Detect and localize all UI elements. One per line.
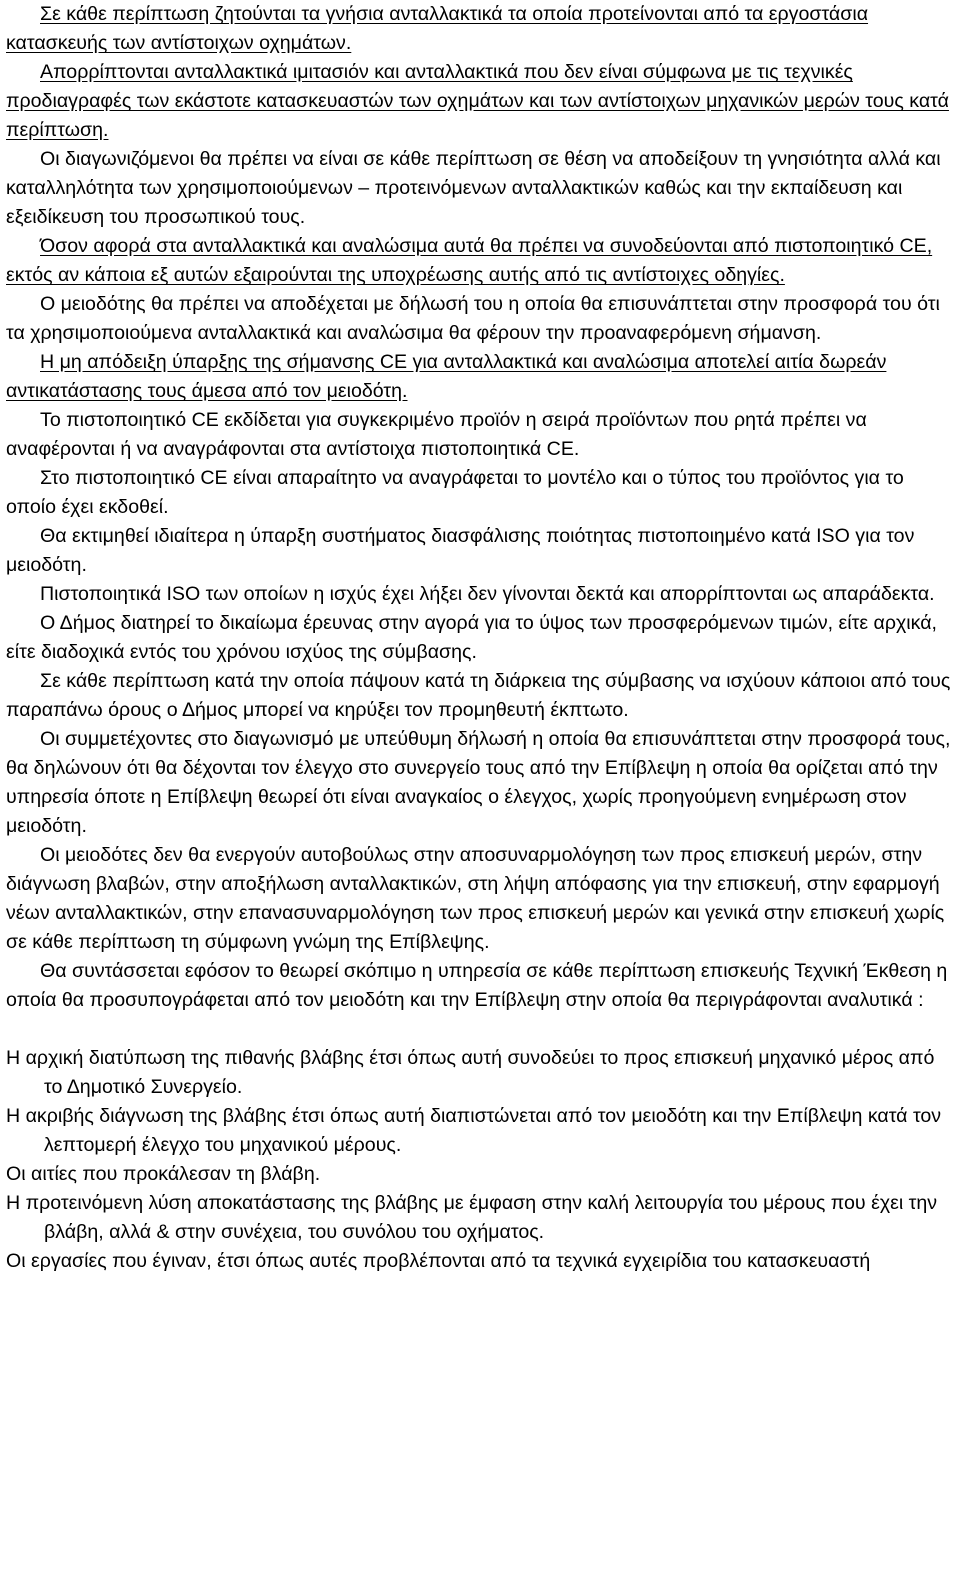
paragraph-imitation-rejected: Απορρίπτονται ανταλλακτικά ιμιτασιόν και ανταλλακτικά που δεν είναι σύμφωνα με τις τεχνικές προδιαγραφές των εκάστοτε κατασκευαστών των οχημάτων και των αντίστοιχων μηχανικών μερών τους κατά περίπτωση.	[6, 61, 949, 141]
paragraph-ce-replacement: Η μη απόδειξη ύπαρξης της σήμανσης CE για ανταλλακτικά και αναλώσιμα αποτελεί αιτία δωρεάν αντικατάστασης τους άμεσα από τον μειοδότη.	[6, 351, 887, 402]
paragraph-market-research: Ο Δήμος διατηρεί το δικαίωμα έρευνας στην αγορά για το ύψος των προσφερόμενων τιμών, είτε αρχικά, είτε διαδοχικά εντός του χρόνου ισχύος της σύμβασης.	[6, 612, 937, 663]
paragraph-iso-expired: Πιστοποιητικά ISO των οποίων η ισχύς έχει λήξει δεν γίνονται δεκτά και απορρίπτονται ως απαράδεκτα.	[40, 583, 935, 605]
paragraph-authenticity-proof: Οι διαγωνιζόμενοι θα πρέπει να είναι σε κάθε περίπτωση σε θέση να αποδείξουν τη γνησιότητα αλλά και καταλληλότητα των χρησιμοποιούμενων – προτεινόμενων ανταλλακτικών καθώς και την εκπαίδευση και εξειδίκευση του προσωπικού τους.	[6, 148, 941, 228]
paragraph-iso-quality: Θα εκτιμηθεί ιδιαίτερα η ύπαρξη συστήματος διασφάλισης ποιότητας πιστοποιημένο κατά ISO για τον μειοδότη.	[6, 525, 915, 576]
paragraph-ce-certificate: Όσον αφορά στα ανταλλακτικά και αναλώσιμα αυτά θα πρέπει να συνοδεύονται από πιστοποιητικό CE, εκτός αν κάποια εξ αυτών εξαιρούνται της υποχρέωσης αυτής από τις αντίστοιχες οδηγίες.	[6, 235, 933, 286]
paragraph-no-unilateral-action: Οι μειοδότες δεν θα ενεργούν αυτοβούλως στην αποσυναρμολόγηση των προς επισκευή μερών, στην διάγνωση βλαβών, στην αποξήλωση ανταλλακτικών, στη λήψη απόφασης για την επισκευή, στην εφαρμογή νέων ανταλλακτικών, στην επανασυναρμολόγηση των προς επισκευή μερών και γενικά στην επισκευή χωρίς σε κάθε περίπτωση τη σύμφωνη γνώμη της Επίβλεψης.	[6, 844, 945, 953]
paragraph-genuine-parts: Σε κάθε περίπτωση ζητούνται τα γνήσια ανταλλακτικά τα οποία προτείνονται από τα εργοστάσια κατασκευής των αντίστοιχων οχημάτων.	[6, 3, 869, 54]
paragraph-ce-model: Στο πιστοποιητικό CE είναι απαραίτητο να αναγράφεται το μοντέλο και ο τύπος του προϊόντος για το οποίο έχει εκδοθεί.	[6, 467, 904, 518]
paragraph-forfeiture: Σε κάθε περίπτωση κατά την οποία πάψουν κατά τη διάρκεια της σύμβασης να ισχύουν κάποιοι από τους παραπάνω όρους ο Δήμος μπορεί να κηρύξει τον προμηθευτή έκπτωτο.	[6, 670, 951, 721]
list-item: Οι εργασίες που έγιναν, έτσι όπως αυτές προβλέπονται από τα τεχνικά εγχειρίδια του κατασκευαστή	[6, 1250, 871, 1272]
report-items-list	[6, 1044, 952, 1276]
paragraph-ce-issued: Το πιστοποιητικό CE εκδίδεται για συγκεκριμένο προϊόν η σειρά προϊόντων που ρητά πρέπει να αναφέρονται ή να αναγράφονται στα αντίστοιχα πιστοποιητικά CE.	[6, 409, 867, 460]
list-item: Η προτεινόμενη λύση αποκατάστασης της βλάβης με έμφαση στην καλή λειτουργία του μέρους που έχει την βλάβη, αλλά & στην συνέχεια, του συνόλου του οχήματος.	[6, 1192, 938, 1243]
paragraph-technical-report: Θα συντάσσεται εφόσον το θεωρεί σκόπιμο η υπηρεσία σε κάθε περίπτωση επισκευής Τεχνική Έκθεση η οποία θα προσυπογράφεται από τον μειοδότη και την Επίβλεψη στην οποία θα περιγράφονται αναλυτικά :	[6, 960, 948, 1011]
paragraph-contractor-declaration: Ο μειοδότης θα πρέπει να αποδέχεται με δήλωσή του η οποία θα επισυνάπτεται στην προσφορά του ότι τα χρησιμοποιούμενα ανταλλακτικά και αναλώσιμα θα φέρουν την προαναφερόμενη σήμανση.	[6, 293, 940, 344]
list-item: Η ακριβής διάγνωση της βλάβης έτσι όπως αυτή διαπιστώνεται από τον μειοδότη και την Επίβλεψη κατά τον λεπτομερή έλεγχο του μηχανικού μέρους.	[6, 1105, 942, 1156]
list-item: Η αρχική διατύπωση της πιθανής βλάβης έτσι όπως αυτή συνοδεύει το προς επισκευή μηχανικό μέρος από το Δημοτικό Συνεργείο.	[6, 1047, 935, 1098]
blank-line	[6, 1015, 952, 1044]
paragraph-inspection: Οι συμμετέχοντες στο διαγωνισμό με υπεύθυμη δήλωσή η οποία θα επισυνάπτεται στην προσφορά τους, θα δηλώνουν ότι θα δέχονται τον έλεγχο στο συνεργείο τους από την Επίβλεψη η οποία θα ορίζεται από την υπηρεσία όποτε η Επίβλεψη θεωρεί ότι είναι αναγκαίος ο έλεγχος, χωρίς προηγούμενη ενημέρωση στον μειοδότη.	[6, 728, 951, 837]
list-item: Οι αιτίες που προκάλεσαν τη βλάβη.	[6, 1163, 321, 1185]
